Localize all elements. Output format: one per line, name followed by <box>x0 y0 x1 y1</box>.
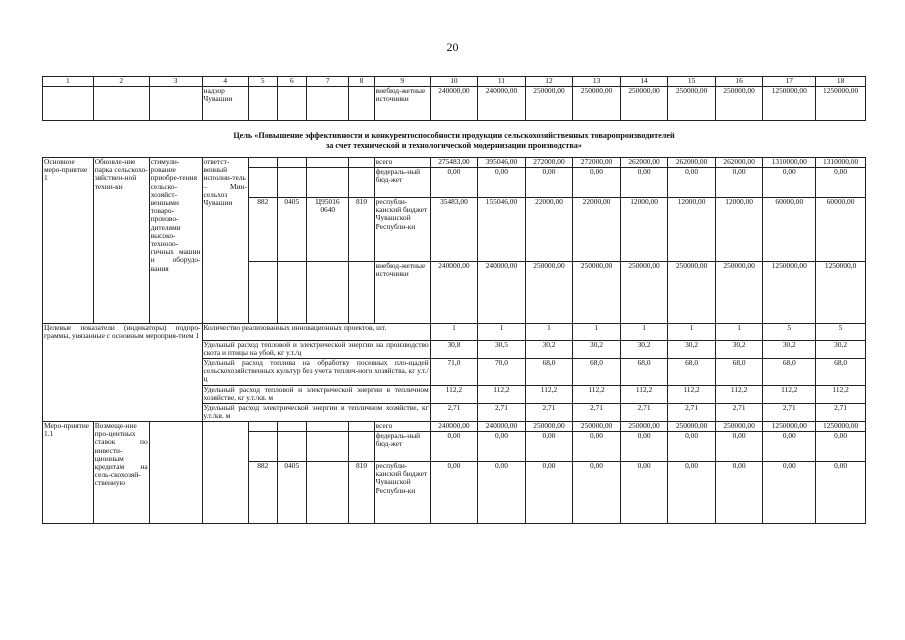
value-cell: 395046,00 <box>478 158 526 168</box>
value-cell: 112,2 <box>525 386 573 404</box>
value-cell: 2,71 <box>430 404 478 422</box>
column-number-11: 11 <box>478 77 526 87</box>
value-cell: 0,00 <box>525 168 573 198</box>
code-cell: 0405 <box>277 198 307 262</box>
code-cell: 810 <box>349 198 374 262</box>
value-cell: 2,71 <box>715 404 763 422</box>
value-cell: 1 <box>430 324 478 341</box>
value-cell: 250000,00 <box>620 262 668 324</box>
empty-cell <box>307 262 349 324</box>
budget-table <box>42 76 866 524</box>
value-cell: 30,5 <box>478 341 526 359</box>
empty-cell <box>349 262 374 324</box>
page-number: 20 <box>446 40 459 54</box>
value-cell: 30,2 <box>620 341 668 359</box>
funding-source-cell: федераль-ный бюд-жет <box>374 432 430 462</box>
value-cell: 70,0 <box>478 359 526 386</box>
value-cell: 1 <box>715 324 763 341</box>
value-cell: 112,2 <box>715 386 763 404</box>
value-cell: 0,00 <box>668 168 716 198</box>
value-cell: 5 <box>816 324 866 341</box>
value-cell: 0,00 <box>816 432 866 462</box>
value-cell: 0,00 <box>430 432 478 462</box>
empty-cell <box>248 168 277 198</box>
activity-title-cell: Возмеще-ние про-центных ставок по инвести-ционным кредитам на сель-скохозяй-ственную <box>93 422 149 524</box>
value-cell: 0,00 <box>430 462 478 524</box>
value-cell: 30,2 <box>525 341 573 359</box>
value-cell: 0,00 <box>816 168 866 198</box>
value-cell: 2,71 <box>573 404 621 422</box>
value-cell: 0,00 <box>620 168 668 198</box>
value-cell: 1 <box>620 324 668 341</box>
value-cell: 250000,00 <box>525 87 573 121</box>
value-cell: 12000,00 <box>668 198 716 262</box>
empty-cell <box>43 87 94 121</box>
table-body <box>43 77 866 524</box>
empty-cell <box>202 422 248 524</box>
value-cell: 250000,00 <box>620 422 668 432</box>
executor-cell: надзор Чувашии <box>202 87 248 121</box>
column-number-4: 4 <box>202 77 248 87</box>
value-cell: 240000,00 <box>478 422 526 432</box>
table-row <box>43 158 866 168</box>
funding-source-cell: всего <box>374 158 430 168</box>
value-cell: 60000,00 <box>816 198 866 262</box>
value-cell: 0,00 <box>478 432 526 462</box>
empty-cell <box>248 262 277 324</box>
empty-cell <box>349 168 374 198</box>
empty-cell <box>93 87 149 121</box>
column-number-9: 9 <box>374 77 430 87</box>
value-cell: 250000,00 <box>573 422 621 432</box>
column-number-10: 10 <box>430 77 478 87</box>
column-number-18: 18 <box>816 77 866 87</box>
goal-row <box>43 121 866 158</box>
value-cell: 0,00 <box>715 462 763 524</box>
value-cell: 155046,00 <box>478 198 526 262</box>
value-cell: 5 <box>763 324 816 341</box>
value-cell: 1250000,00 <box>816 422 866 432</box>
value-cell: 262000,00 <box>620 158 668 168</box>
empty-cell <box>149 87 202 121</box>
column-number-2: 2 <box>93 77 149 87</box>
executor-cell: ответст-венный исполни-тель – Мин-сельхоз Чувашии <box>202 158 248 324</box>
indicator-name-cell: Удельный расход электрической энергии в тепличном хозяйстве, кг у.т./кв. м <box>203 403 429 421</box>
empty-cell <box>248 422 277 432</box>
funding-source-cell: всего <box>374 422 430 432</box>
value-cell: 250000,00 <box>525 262 573 324</box>
activity-name-cell: Основное меро-приятие 1 <box>43 158 94 324</box>
empty-cell <box>248 158 277 168</box>
empty-cell <box>349 87 374 121</box>
value-cell: 240000,00 <box>430 262 478 324</box>
value-cell: 262000,00 <box>715 158 763 168</box>
empty-cell <box>277 158 307 168</box>
empty-cell <box>349 422 374 432</box>
column-number-16: 16 <box>715 77 763 87</box>
empty-cell <box>277 432 307 462</box>
code-cell: Ц95016 0640 <box>307 198 349 262</box>
value-cell: 60000,00 <box>763 198 816 262</box>
value-cell: 250000,00 <box>668 262 716 324</box>
code-cell: 882 <box>248 198 277 262</box>
value-cell: 30,2 <box>573 341 621 359</box>
value-cell: 0,00 <box>715 168 763 198</box>
value-cell: 0,00 <box>478 168 526 198</box>
empty-cell <box>248 87 277 121</box>
value-cell: 30,2 <box>715 341 763 359</box>
empty-cell <box>277 87 307 121</box>
goal-heading <box>43 121 866 158</box>
empty-cell <box>307 87 349 121</box>
value-cell: 1 <box>668 324 716 341</box>
value-cell: 1250000,00 <box>763 422 816 432</box>
value-cell: 0,00 <box>525 432 573 462</box>
indicator-row <box>43 324 866 341</box>
value-cell: 272000,00 <box>525 158 573 168</box>
empty-cell <box>277 168 307 198</box>
column-number-17: 17 <box>763 77 816 87</box>
indicator-name-cell: Количество реализованных инновационных проектов, шт. <box>202 324 430 341</box>
empty-cell <box>307 158 349 168</box>
value-cell: 112,2 <box>430 386 478 404</box>
value-cell: 0,00 <box>763 462 816 524</box>
goal-line-2: за счет технической и технологической модернизации производства» <box>326 141 582 150</box>
value-cell: 250000,00 <box>668 422 716 432</box>
value-cell: 2,71 <box>525 404 573 422</box>
column-number-1: 1 <box>43 77 94 87</box>
value-cell: 2,71 <box>620 404 668 422</box>
empty-cell <box>149 422 202 524</box>
budget-table-wrapper <box>42 76 866 524</box>
value-cell: 240000,00 <box>430 87 478 121</box>
value-cell: 2,71 <box>478 404 526 422</box>
value-cell: 262000,00 <box>668 158 716 168</box>
empty-cell <box>307 168 349 198</box>
value-cell: 275483,00 <box>430 158 478 168</box>
value-cell: 0,00 <box>715 432 763 462</box>
value-cell: 250000,00 <box>668 87 716 121</box>
goal-line-1: Цель «Повышение эффективности и конкурентоспособности продукции сельскохозяйственных товаропроизводителей <box>233 131 675 140</box>
value-cell: 0,00 <box>573 462 621 524</box>
empty-cell <box>349 432 374 462</box>
value-cell: 68,0 <box>525 359 573 386</box>
value-cell: 0,00 <box>478 462 526 524</box>
value-cell: 1250000,00 <box>763 262 816 324</box>
value-cell: 30,8 <box>430 341 478 359</box>
value-cell: 68,0 <box>715 359 763 386</box>
column-number-row <box>43 77 866 87</box>
empty-cell <box>307 462 349 524</box>
empty-cell <box>307 422 349 432</box>
value-cell: 0,00 <box>525 462 573 524</box>
value-cell: 240000,00 <box>478 262 526 324</box>
value-cell: 112,2 <box>816 386 866 404</box>
value-cell: 30,2 <box>763 341 816 359</box>
code-cell: 810 <box>349 462 374 524</box>
value-cell: 240000,00 <box>430 422 478 432</box>
value-cell: 68,0 <box>573 359 621 386</box>
indicator-name-cell: Удельный расход топлива на обработку посевных пло-щадей сельскохозяйственных культур без учета теплич-ного хозяйства, кг у.т./ц <box>202 359 430 386</box>
value-cell: 0,00 <box>620 432 668 462</box>
value-cell: 240000,00 <box>478 87 526 121</box>
value-cell: 1310000,00 <box>763 158 816 168</box>
value-cell: 0,00 <box>816 462 866 524</box>
indicators-label-cell: Целевые показатели (индикаторы) подпро-граммы, увязанные с основным мероприя-тием 1 <box>43 324 203 422</box>
value-cell: 0,00 <box>430 168 478 198</box>
value-cell: 12000,00 <box>715 198 763 262</box>
empty-cell <box>277 262 307 324</box>
value-cell: 71,0 <box>430 359 478 386</box>
value-cell: 0,00 <box>668 462 716 524</box>
value-cell: 272000,00 <box>573 158 621 168</box>
column-number-12: 12 <box>525 77 573 87</box>
value-cell: 112,2 <box>478 386 526 404</box>
value-cell: 1 <box>525 324 573 341</box>
value-cell: 1250000,0 <box>816 262 866 324</box>
empty-cell <box>307 432 349 462</box>
activity-description-cell: стимули-рование приобре-тения сельско-хозяйст-венными товаро-произво-дителями высоко-техноло-гичных машин и оборудо-вания <box>149 158 202 324</box>
value-cell: 1250000,00 <box>816 87 866 121</box>
funding-source-cell: республи-канский бюджет Чувашской Республи-ки <box>374 462 430 524</box>
funding-source-cell: внебюд-жетные источники <box>374 262 430 324</box>
value-cell: 250000,00 <box>715 87 763 121</box>
table-row <box>43 422 866 432</box>
value-cell: 0,00 <box>573 168 621 198</box>
value-cell: 250000,00 <box>620 87 668 121</box>
value-cell: 1250000,00 <box>763 87 816 121</box>
empty-cell <box>277 422 307 432</box>
value-cell: 2,71 <box>668 404 716 422</box>
value-cell: 2,71 <box>763 404 816 422</box>
value-cell: 68,0 <box>816 359 866 386</box>
column-number-13: 13 <box>573 77 621 87</box>
code-cell: 882 <box>248 462 277 524</box>
value-cell: 112,2 <box>668 386 716 404</box>
funding-source-cell: федераль-ный бюд-жет <box>374 168 430 198</box>
value-cell: 30,2 <box>668 341 716 359</box>
activity-title-cell: Обновле-ние парка сельскохо-зяйствен-ной техни-ки <box>93 158 149 324</box>
column-number-15: 15 <box>668 77 716 87</box>
activity-name-cell: Меро-приятие 1.1 <box>43 422 94 524</box>
value-cell: 250000,00 <box>715 262 763 324</box>
value-cell: 0,00 <box>620 462 668 524</box>
value-cell: 112,2 <box>573 386 621 404</box>
value-cell: 68,0 <box>620 359 668 386</box>
value-cell: 68,0 <box>668 359 716 386</box>
value-cell: 250000,00 <box>573 262 621 324</box>
column-number-5: 5 <box>248 77 277 87</box>
value-cell: 35483,00 <box>430 198 478 262</box>
value-cell: 1310000,00 <box>816 158 866 168</box>
value-cell: 0,00 <box>763 432 816 462</box>
value-cell: 0,00 <box>668 432 716 462</box>
value-cell: 250000,00 <box>715 422 763 432</box>
value-cell: 68,0 <box>763 359 816 386</box>
column-number-14: 14 <box>620 77 668 87</box>
value-cell: 0,00 <box>573 432 621 462</box>
column-number-6: 6 <box>277 77 307 87</box>
indicator-name-cell: Удельный расход тепловой и электрической энергии на производство скота и птицы на убой, кг у.т./ц <box>203 340 429 358</box>
value-cell: 250000,00 <box>573 87 621 121</box>
value-cell: 30,2 <box>816 341 866 359</box>
value-cell: 112,2 <box>620 386 668 404</box>
value-cell: 1 <box>478 324 526 341</box>
funding-source-cell: республи-канский бюджет Чувашской Республи-ки <box>374 198 430 262</box>
code-cell: 0405 <box>277 462 307 524</box>
column-number-8: 8 <box>349 77 374 87</box>
indicator-name-cell: Удельный расход тепловой и электрической энергии в тепличном хозяйстве, кг у.т./кв. м <box>203 385 429 403</box>
empty-cell <box>349 158 374 168</box>
value-cell: 0,00 <box>763 168 816 198</box>
value-cell: 1 <box>573 324 621 341</box>
value-cell: 2,71 <box>816 404 866 422</box>
column-number-7: 7 <box>307 77 349 87</box>
value-cell: 22000,00 <box>573 198 621 262</box>
empty-cell <box>248 432 277 462</box>
value-cell: 112,2 <box>763 386 816 404</box>
column-number-3: 3 <box>149 77 202 87</box>
value-cell: 22000,00 <box>525 198 573 262</box>
value-cell: 250000,00 <box>525 422 573 432</box>
funding-source-cell: внебюд-жетные источники <box>374 87 430 121</box>
value-cell: 12000,00 <box>620 198 668 262</box>
table-row <box>43 87 866 121</box>
